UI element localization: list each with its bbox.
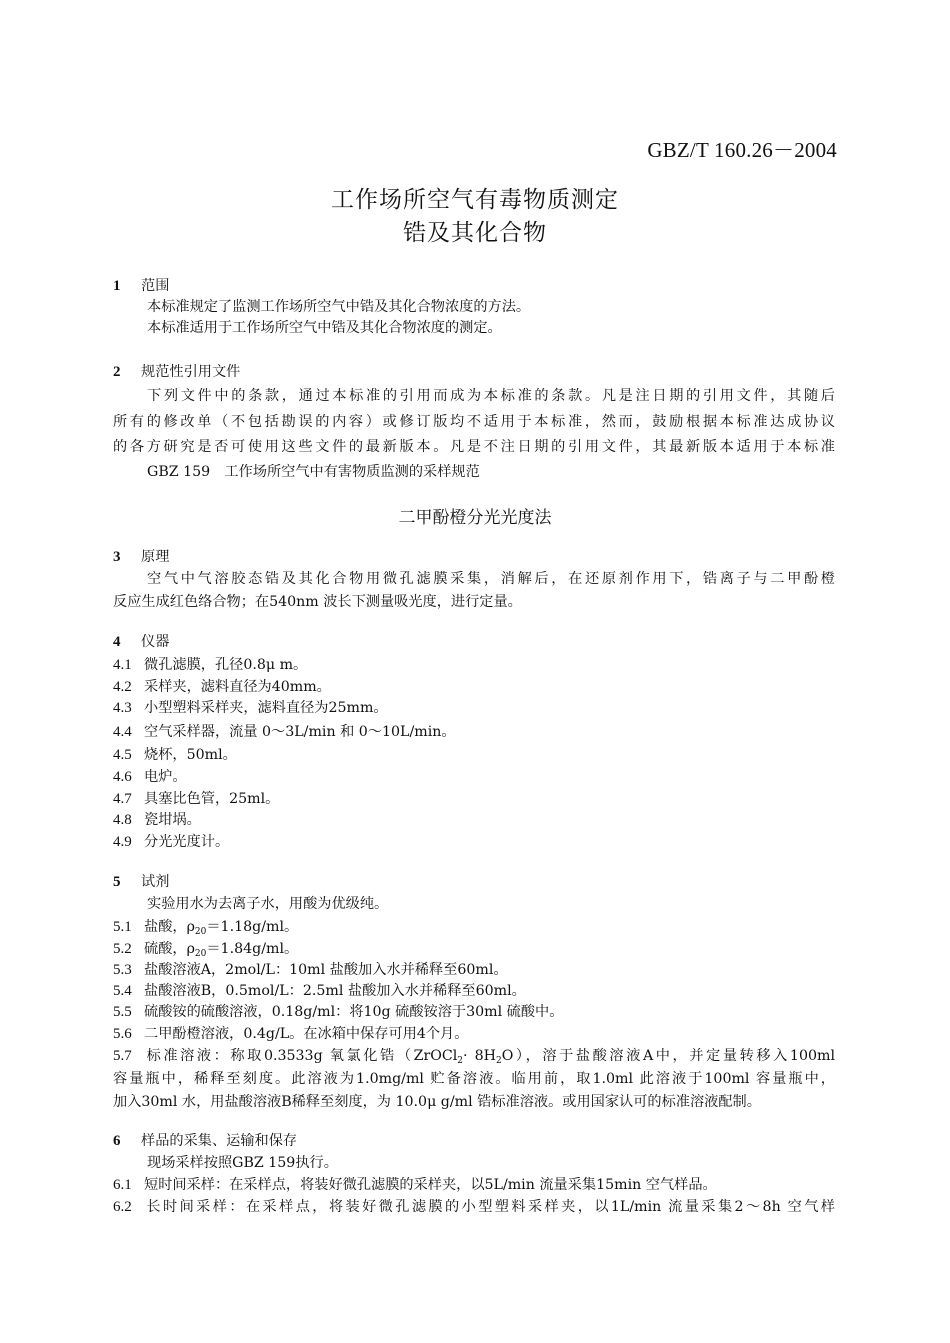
list-item — [113, 745, 237, 765]
item-text: ＝1.84g/ml。 — [206, 941, 299, 957]
item-text: 采样夹，滤料直径为40mm。 — [144, 679, 331, 695]
paragraph: 现场采样按照GBZ 159执行。 — [147, 1155, 338, 1171]
item-text: 具塞比色管，25ml。 — [144, 791, 280, 807]
item-text: · 8H — [462, 1048, 496, 1064]
item-number: 5.7 — [113, 1048, 132, 1064]
item-number: 5.4 — [113, 983, 132, 999]
item-number: 4.8 — [113, 812, 132, 828]
section-number: 6 — [113, 1133, 121, 1149]
item-text: ＝1.18g/ml。 — [206, 919, 299, 935]
item-number: 4.5 — [113, 747, 132, 763]
method-title: 二甲酚橙分光光度法 — [398, 508, 552, 528]
section-title: 仪器 — [141, 634, 170, 650]
section-title: 样品的采集、运输和保存 — [141, 1133, 298, 1149]
paragraph-line: 容量瓶中，稀释至刻度。此溶液为1.0mg/ml 贮备溶液。临用前，取1.0ml 此溶液于100ml 容量瓶中， — [113, 1071, 835, 1087]
list-item — [113, 1046, 835, 1071]
item-number: 4.7 — [113, 791, 132, 807]
section-6-heading — [113, 1131, 297, 1151]
section-number: 2 — [113, 364, 121, 380]
section-4-heading — [113, 632, 169, 652]
section-title: 原理 — [141, 549, 170, 565]
paragraph-line: 下列文件中的条款，通过本标准的引用而成为本标准的条款。凡是注日期的引用文件，其随后 — [147, 388, 835, 404]
list-item — [113, 789, 279, 809]
item-number: 5.6 — [113, 1026, 132, 1042]
item-number: 6.2 — [113, 1199, 132, 1215]
paragraph-line: 空气中气溶胶态锆及其化合物用微孔滤膜采集，消解后，在还原剂作用下，锆离子与二甲酚橙 — [147, 571, 835, 587]
subscript: 20 — [194, 927, 207, 937]
item-number: 4.1 — [113, 657, 132, 673]
paragraph-line: 加入30ml 水，用盐酸溶液B稀释至刻度，为 10.0μ g/ml 锆标准溶液。或用国家认可的标准溶液配制。 — [113, 1094, 761, 1110]
paragraph-line: 反应生成红色络合物；在540nm 波长下测量吸光度，进行定量。 — [113, 594, 522, 610]
list-item — [113, 677, 331, 697]
section-number: 4 — [113, 634, 121, 650]
item-number: 4.9 — [113, 834, 132, 850]
paragraph-line: 所有的修改单（不包括勘误的内容）或修订版均不适用于本标准，然而，鼓励根据本标准达成协议 — [113, 414, 835, 430]
list-item — [113, 810, 201, 830]
section-5-heading — [113, 872, 169, 892]
section-number: 1 — [113, 278, 121, 294]
item-number: 6.1 — [113, 1177, 132, 1193]
list-item — [113, 1002, 563, 1022]
paragraph: 实验用水为去离子水，用酸为优级纯。 — [147, 896, 389, 912]
list-item — [113, 767, 187, 787]
item-number: 4.4 — [113, 724, 132, 740]
item-number: 5.5 — [113, 1004, 132, 1020]
item-text: 盐酸，ρ — [144, 919, 195, 935]
section-3-heading — [113, 547, 169, 567]
list-item — [113, 981, 526, 1001]
document-title: 工作场所空气有毒物质测定 — [331, 187, 619, 213]
list-item — [113, 1024, 468, 1044]
item-text: 硫酸，ρ — [144, 941, 195, 957]
item-text: O），溶于盐酸溶液A中，并定量转移入100ml — [501, 1048, 835, 1064]
item-text: 微孔滤膜，孔径0.8μ m。 — [144, 657, 308, 673]
list-item — [113, 832, 229, 852]
item-text: 二甲酚橙溶液，0.4g/L。在冰箱中保存可用4个月。 — [144, 1026, 469, 1042]
list-item — [113, 655, 307, 675]
item-number: 5.1 — [113, 919, 132, 935]
item-text: 短时间采样：在采样点，将装好微孔滤膜的采样夹，以5L/min 流量采集15min 空气样品。 — [144, 1177, 717, 1193]
paragraph: 本标准适用于工作场所空气中锆及其化合物浓度的测定。 — [147, 320, 502, 336]
list-item — [113, 960, 508, 980]
item-text: 电炉。 — [144, 769, 187, 785]
paragraph-line: 的各方研究是否可使用这些文件的最新版本。凡是不注日期的引用文件，其最新版本适用于本标准 — [113, 439, 835, 455]
item-text: 盐酸溶液A，2mol/L：10ml 盐酸加入水并稀释至60ml。 — [144, 962, 508, 978]
item-text: 小型塑料采样夹，滤料直径为25mm。 — [144, 700, 388, 716]
list-item — [113, 1175, 717, 1195]
document-subtitle: 锆及其化合物 — [403, 220, 547, 246]
section-title: 范围 — [141, 278, 170, 294]
item-text: 硫酸铵的硫酸溶液，0.18g/ml：将10g 硫酸铵溶于30ml 硫酸中。 — [144, 1004, 564, 1020]
item-text: 长时间采样：在采样点，将装好微孔滤膜的小型塑料采样夹，以1L/min 流量采集2～8h 空气样 — [144, 1199, 835, 1215]
item-text: 空气采样器，流量 0～3L/min 和 0～10L/min。 — [144, 724, 456, 740]
subscript: 20 — [194, 949, 207, 959]
section-2-heading — [113, 362, 240, 382]
list-item — [113, 698, 388, 718]
item-number: 4.3 — [113, 700, 132, 716]
list-item — [113, 1197, 835, 1217]
standard-code: GBZ/T 160.26－2004 — [647, 138, 837, 162]
item-text: 分光光度计。 — [144, 834, 230, 850]
section-title: 试剂 — [141, 874, 170, 890]
item-number: 4.6 — [113, 769, 132, 785]
item-number: 5.2 — [113, 941, 132, 957]
item-text: 盐酸溶液B，0.5mol/L：2.5ml 盐酸加入水并稀释至60ml。 — [144, 983, 526, 999]
paragraph: 本标准规定了监测工作场所空气中锆及其化合物浓度的方法。 — [147, 299, 531, 315]
item-text: 瓷坩埚。 — [144, 812, 201, 828]
list-item — [113, 722, 456, 742]
subscript: 2 — [457, 1056, 463, 1066]
item-text: 标准溶液：称取0.3533g 氧氯化锆（ZrOCl — [144, 1048, 458, 1064]
section-number: 3 — [113, 549, 121, 565]
normative-reference: GBZ 159 工作场所空气中有害物质监测的采样规范 — [147, 464, 480, 480]
section-title: 规范性引用文件 — [141, 364, 241, 380]
subscript: 2 — [495, 1056, 502, 1066]
item-number: 5.3 — [113, 962, 132, 978]
item-number: 4.2 — [113, 679, 132, 695]
item-text: 烧杯，50ml。 — [144, 747, 237, 763]
section-1-heading — [113, 276, 169, 296]
section-number: 5 — [113, 874, 121, 890]
